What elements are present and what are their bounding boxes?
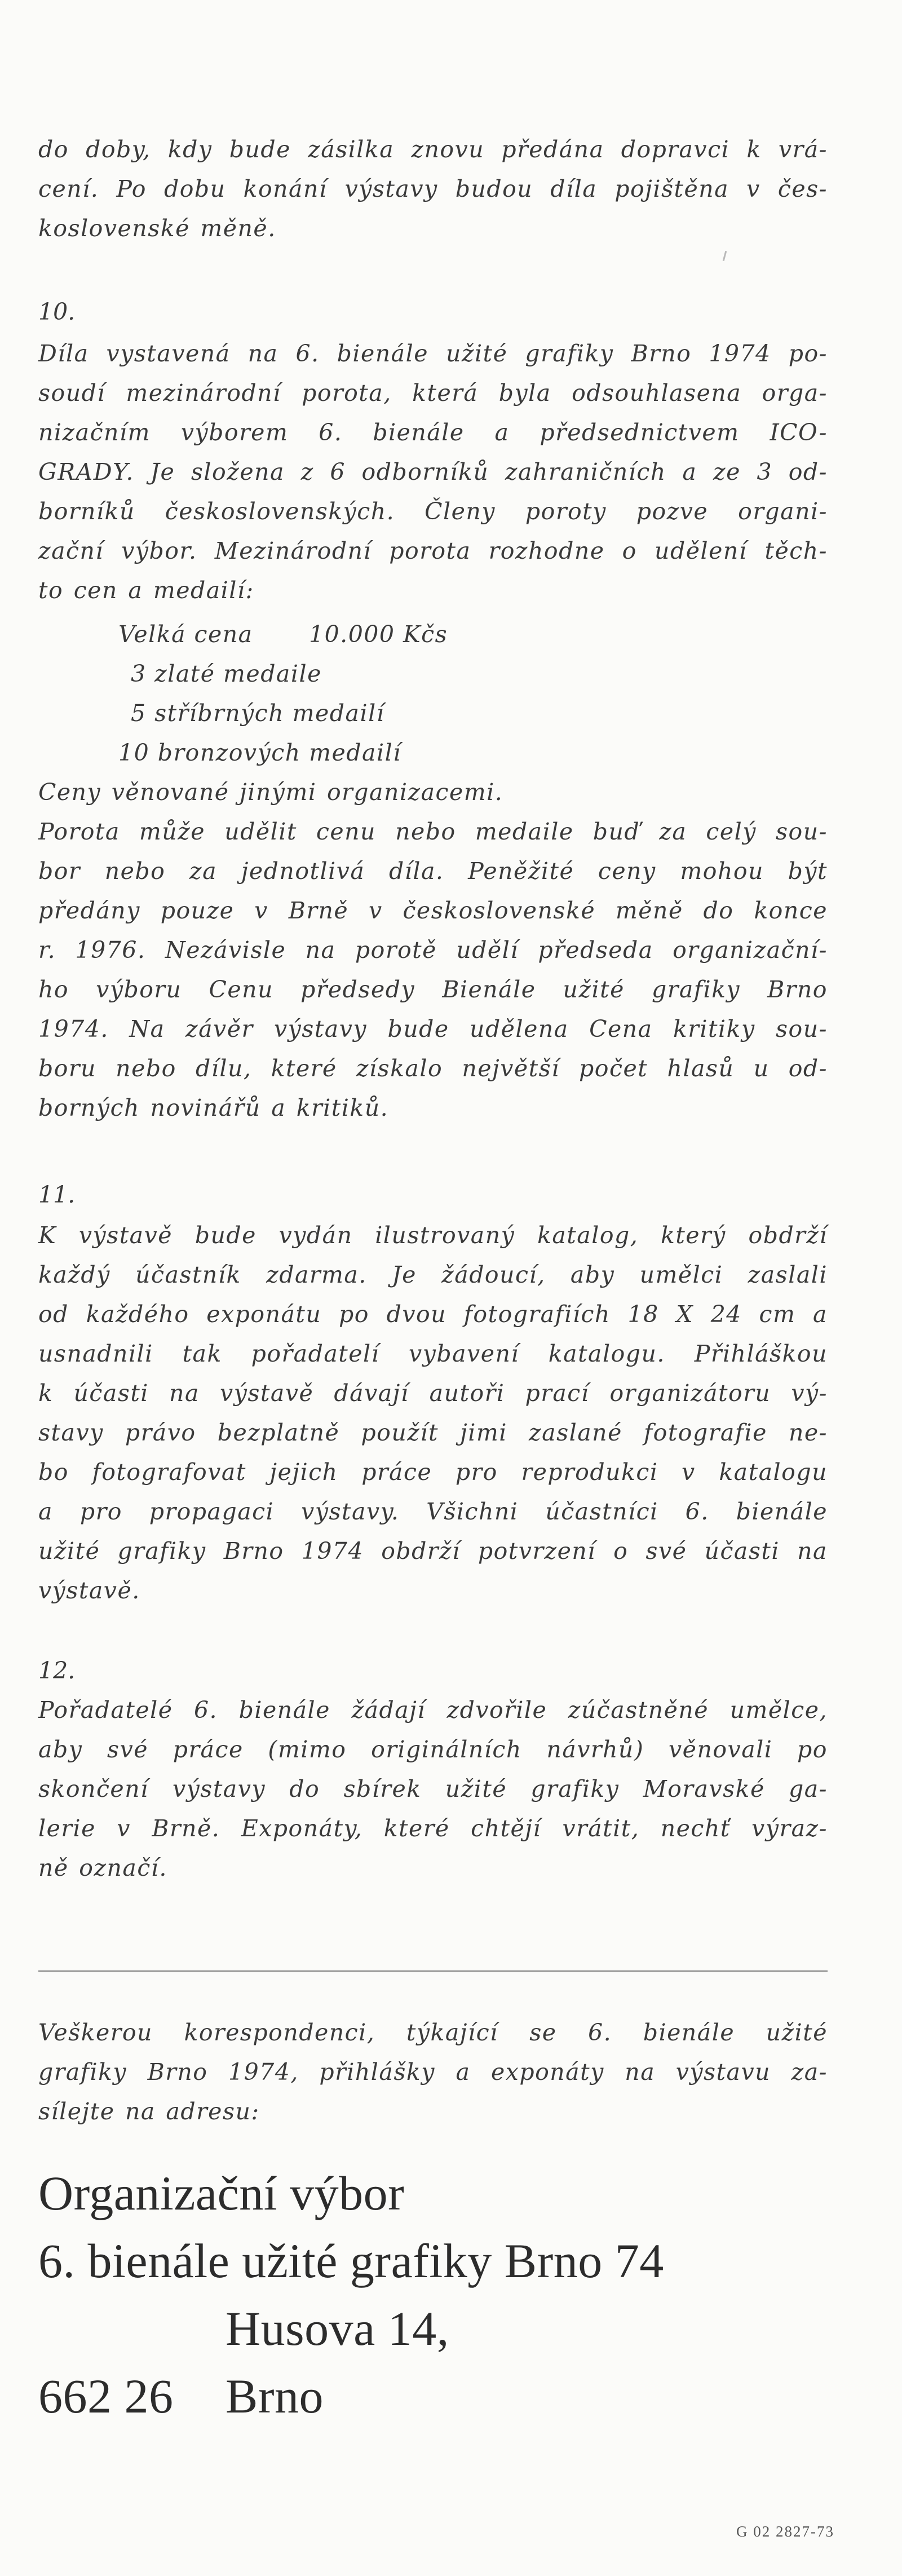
address-city: Brno	[226, 2369, 324, 2423]
section-11-body	[38, 1216, 828, 1610]
text-line: cení. Po dobu konání výstavy budou díla pojištěna v čes-	[38, 175, 828, 202]
section-number-12: 12.	[38, 1657, 76, 1684]
section-9-continuation	[38, 130, 828, 248]
text-line: lerie v Brně. Exponáty, které chtějí vrátit, nechť výraz-	[38, 1815, 828, 1842]
text-line: předány pouze v Brně v československé měně do konce	[38, 897, 828, 924]
correspondence-note	[38, 2013, 828, 2131]
text-line: borných novinářů a kritiků.	[38, 1094, 389, 1121]
section-10-other-prizes	[38, 772, 828, 812]
section-number-10: 10.	[38, 298, 76, 325]
paper-speck	[723, 251, 727, 261]
text-line: výstavě.	[38, 1577, 140, 1604]
text-line: Ceny věnované jinými organizacemi.	[38, 779, 503, 806]
text-line: od každého exponátu po dvou fotografiích 18 X 24 cm a	[38, 1301, 828, 1328]
text-line: bo fotografovat jejich práce pro reprodukci v katalogu	[38, 1459, 828, 1486]
text-line: ně označí.	[38, 1854, 167, 1881]
text-line: sílejte na adresu:	[38, 2098, 260, 2125]
text-line: Díla vystavená na 6. bienále užité grafiky Brno 1974 po-	[38, 340, 828, 367]
text-line: grafiky Brno 1974, přihlášky a exponáty na výstavu za-	[38, 2058, 828, 2085]
section-number-11: 11.	[38, 1181, 76, 1208]
text-line: každý účastník zdarma. Je žádoucí, aby umělci zaslali	[38, 1261, 828, 1288]
text-line: boru nebo dílu, které získalo největší počet hlasů u od-	[38, 1055, 828, 1082]
text-line: GRADY. Je složena z 6 odborníků zahraničních a ze 3 od-	[38, 458, 828, 485]
prize-grand-label: Velká cena	[118, 621, 253, 648]
prize-bronze: 10 bronzových medailí	[118, 739, 401, 766]
text-line: K výstavě bude vydán ilustrovaný katalog, který obdrží	[38, 1222, 828, 1249]
text-line: Porota může udělit cenu nebo medaile buď za celý sou-	[38, 818, 828, 845]
prize-gold: 3 zlaté medaile	[131, 660, 322, 687]
text-line: stavy právo bezplatně použít jimi zaslané fotografie ne-	[38, 1419, 828, 1446]
print-code: G 02 2827-73	[736, 2523, 834, 2540]
text-line: k účasti na výstavě dávají autoři prací organizátoru vý-	[38, 1380, 828, 1407]
prize-silver: 5 stříbrných medailí	[131, 700, 385, 727]
text-line: soudí mezinárodní porota, která byla odsouhlasena orga-	[38, 379, 828, 406]
text-line: skončení výstavy do sbírek užité grafiky Moravské ga-	[38, 1775, 828, 1802]
section-10-rules	[38, 812, 828, 1128]
text-line: r. 1976. Nezávisle na porotě udělí předseda organizační-	[38, 936, 828, 964]
text-line: zační výbor. Mezinárodní porota rozhodne o udělení těch-	[38, 537, 828, 564]
text-line: aby své práce (mimo originálních návrhů) věnovali po	[38, 1736, 828, 1763]
address-event: 6. bienále užité grafiky Brno 74	[38, 2234, 664, 2288]
text-line: koslovenské měně.	[38, 215, 276, 242]
section-divider	[38, 1970, 828, 1972]
text-line: a pro propagaci výstavy. Všichni účastníci 6. bienále	[38, 1498, 828, 1525]
section-10-intro	[38, 334, 828, 610]
address-organization: Organizační výbor	[38, 2166, 405, 2220]
address-postcode: 662 26	[38, 2369, 174, 2423]
text-line: Veškerou korespondenci, týkající se 6. bienále užité	[38, 2019, 828, 2046]
section-12-body	[38, 1690, 828, 1888]
address-street: Husova 14,	[226, 2301, 449, 2356]
text-line: ho výboru Cenu předsedy Bienále užité grafiky Brno	[38, 976, 828, 1003]
text-line: bor nebo za jednotlivá díla. Peněžité ceny mohou být	[38, 858, 828, 885]
text-line: užité grafiky Brno 1974 obdrží potvrzení o své účasti na	[38, 1537, 828, 1565]
text-line: borníků československých. Členy poroty pozve organi-	[38, 498, 828, 525]
text-line: Pořadatelé 6. bienále žádají zdvořile zúčastněné umělce,	[38, 1696, 828, 1724]
text-line: to cen a medailí:	[38, 577, 254, 604]
text-line: do doby, kdy bude zásilka znovu předána dopravci k vrá-	[38, 136, 828, 163]
text-line: usnadnili tak pořadatelí vybavení katalogu. Přihláškou	[38, 1340, 828, 1367]
prize-grand-amount: 10.000 Kčs	[309, 621, 448, 648]
text-line: nizačním výborem 6. bienále a předsednictvem ICO-	[38, 419, 828, 446]
text-line: 1974. Na závěr výstavy bude udělena Cena kritiky sou-	[38, 1015, 828, 1042]
